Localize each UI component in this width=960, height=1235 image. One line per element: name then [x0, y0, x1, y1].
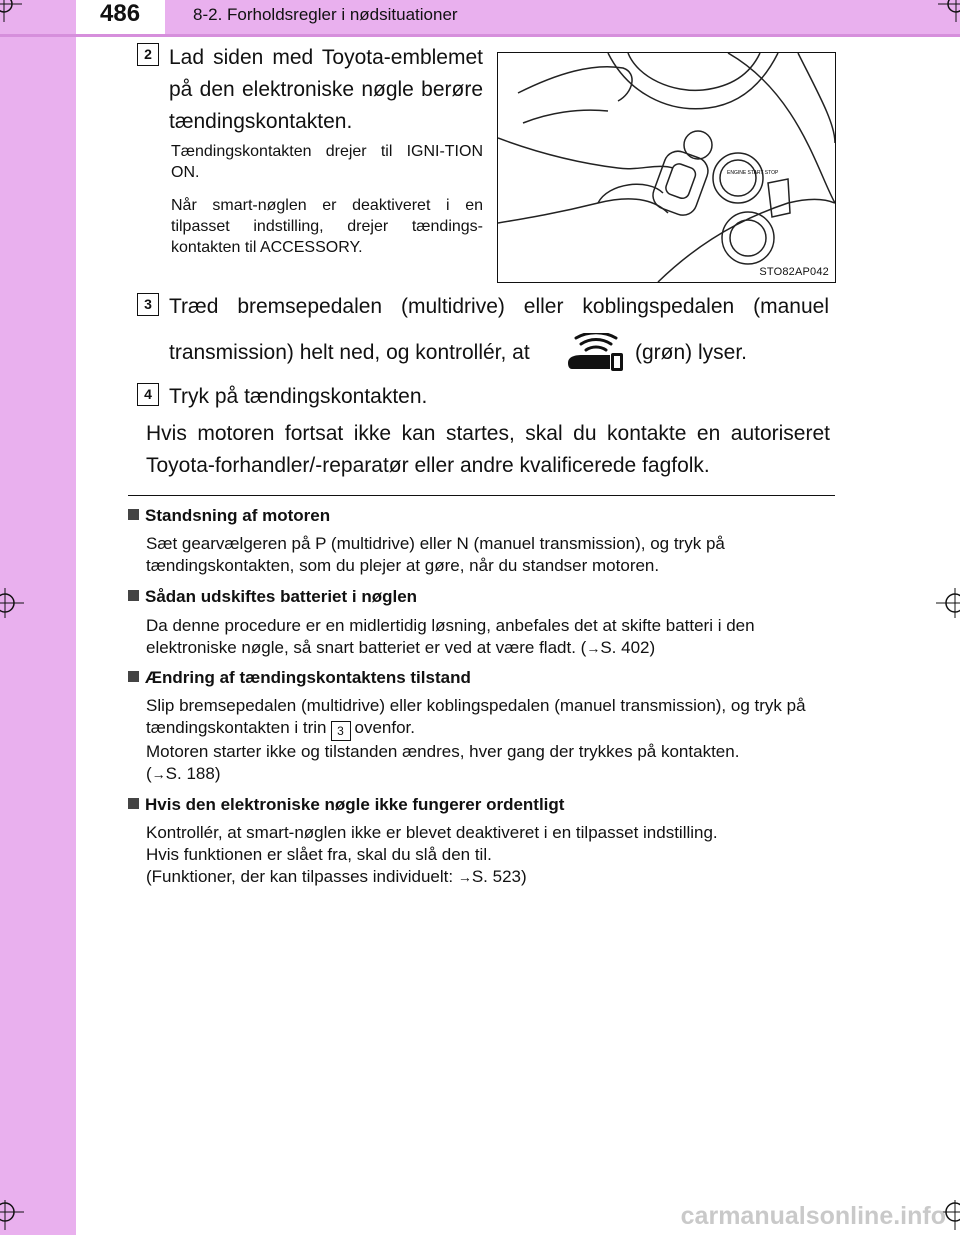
page-ref-188[interactable]: S. 188) — [165, 764, 221, 783]
key-touch-drawing — [498, 53, 835, 282]
step-3-line-2-end: (grøn) lyser. — [635, 341, 748, 364]
note-heading-stopping: Standsning af motoren — [128, 506, 330, 526]
bullet-square-icon — [128, 671, 139, 682]
note-heading-key-malfunction: Hvis den elektroniske nøgle ikke fungerer ordentligt — [128, 795, 564, 815]
crop-mark-icon — [936, 588, 960, 618]
crop-mark-icon — [0, 1200, 24, 1230]
step-4-text: Tryk på tændingskontakten. — [169, 385, 428, 408]
bullet-square-icon — [128, 509, 139, 520]
illustration-code: STO82AP042 — [759, 266, 829, 278]
illustration-key-touch — [497, 52, 836, 283]
page-number: 486 — [100, 0, 141, 27]
note-text-stopping: Sæt gearvælgeren på P (multidrive) eller N (manuel transmission), og tryk på tændingskontakten, som du plejer at gøre, når du standser motoren. — [146, 534, 725, 575]
step-2-text: Lad siden med Toyota-emblemet på den elektroniske nøgle berøre tændingskontakten. — [169, 46, 483, 133]
page-ref-402[interactable]: S. 402) — [600, 638, 656, 657]
step-number-3: 3 — [137, 293, 159, 316]
note-heading-mode-change: Ændring af tændingskontaktens tilstand — [128, 668, 471, 688]
smart-key-indicator-icon — [564, 333, 626, 378]
step-3-line-2: transmission) helt ned, og kontrollér, at — [169, 341, 530, 364]
page-ref-523[interactable]: S. 523) — [471, 867, 527, 886]
note-heading-battery: Sådan udskiftes batteriet i nøglen — [128, 587, 417, 607]
arrow-right-icon: → — [151, 766, 166, 782]
step-2-note-1: Tændingskontakten drejer til IGNI-TION ON. — [171, 143, 483, 181]
watermark: carmanualsonline.info — [680, 1202, 946, 1230]
bullet-square-icon — [128, 590, 139, 601]
crop-mark-icon — [0, 588, 24, 618]
step-3-line-1: Træd bremsepedalen (multidrive) eller koblingspedalen (manuel — [169, 295, 829, 318]
note-text-mode-change: Slip bremsepedalen (multidrive) eller koblingspedalen (manuel transmission), og tryk på tændingskontakten i trin 3 ovenfor. Motoren starter ikke og tilstanden ændres, hver gang der trykkes på kontakten. (→S. 188) — [146, 696, 806, 783]
bullet-square-icon — [128, 798, 139, 809]
arrow-right-icon: → — [457, 869, 472, 885]
header-rule — [0, 34, 960, 37]
section-divider — [128, 495, 835, 496]
closing-paragraph: Hvis motoren fortsat ikke kan startes, skal du kontakte en autoriseret Toyota-forhandler/-reparatør eller andre kvalificerede fagfolk. — [146, 422, 830, 477]
note-text-key-malfunction: Kontrollér, at smart-nøglen ikke er blevet deaktiveret i en tilpasset indstilling. Hvis funktionen er slået fra, skal du slå den til. (Funktioner, der kan tilpasses individuelt: →S. 523) — [146, 823, 718, 886]
step-2-note-2: Når smart-nøglen er deaktiveret i en tilpasset indstilling, drejer tændings-kontakten til ACCESSORY. — [171, 197, 483, 256]
note-text-battery: Da denne procedure er en midlertidig løsning, anbefales det at skifte batteri i den elektroniske nøgle, så snart batteriet er ved at være fladt. (→S. 402) — [146, 616, 755, 657]
crop-mark-icon — [938, 0, 960, 22]
step-number-2: 2 — [137, 43, 159, 66]
section-title: 8-2. Forholdsregler i nødsituationer — [193, 5, 458, 24]
step-number-4: 4 — [137, 383, 159, 406]
crop-mark-icon — [0, 0, 22, 22]
arrow-right-icon: → — [586, 640, 601, 656]
engine-start-button-label: ENGINE START STOP — [727, 170, 779, 176]
step-ref-box: 3 — [331, 721, 351, 741]
